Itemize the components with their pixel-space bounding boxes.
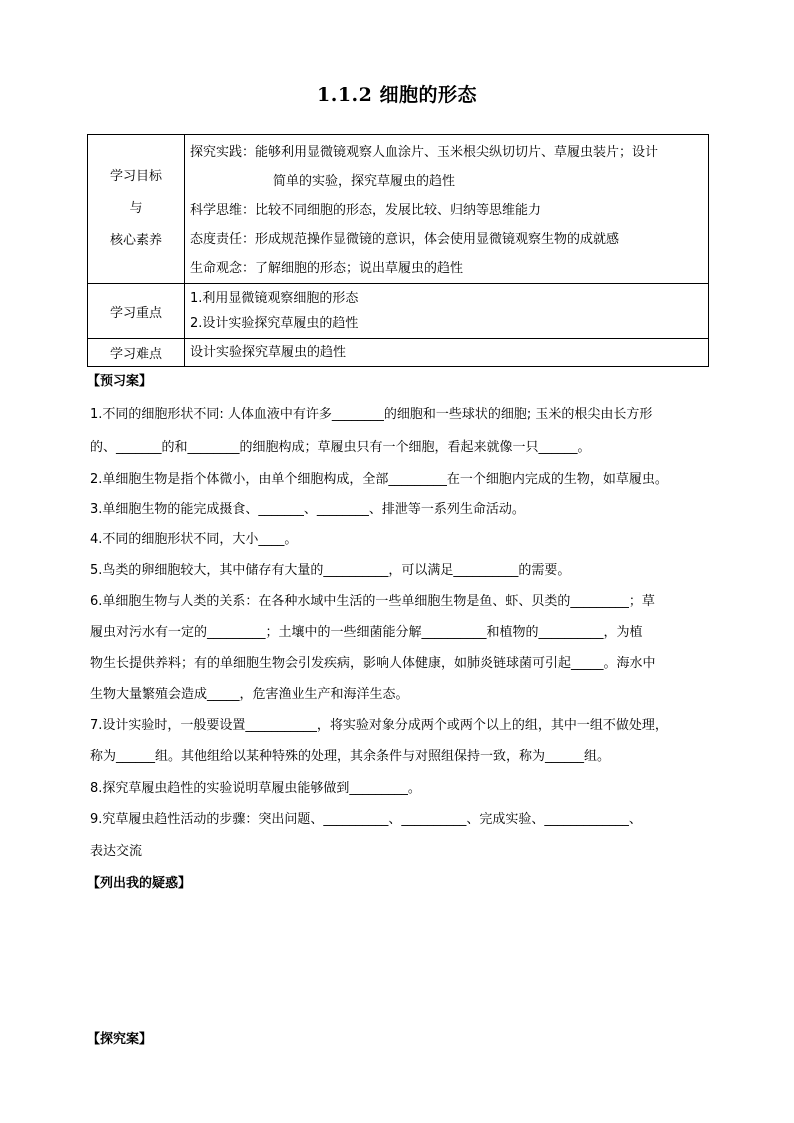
question-line: 称为______组。其他组给以某种特殊的处理，其余条件与对照组保持一致，称为______组。: [90, 749, 611, 764]
question-line: 表达交流: [90, 844, 143, 859]
objective-line: 科学思维：比较不同细胞的形态，发展比较、归纳等思维能力: [190, 203, 542, 218]
preview-heading: 【预习案】: [87, 374, 153, 389]
table-row: [88, 284, 709, 339]
question-line: 3.单细胞生物的能完成摄食、_______、________、排泄等一系列生命活动。: [90, 502, 525, 517]
question-line: 2.单细胞生物是指个体微小，由单个细胞构成，全部_________在一个细胞内完成的生物，如草履虫。: [90, 472, 668, 487]
difficulties-cell: [185, 339, 709, 367]
question-line: 7.设计实验时，一般要设置___________，将实验对象分成两个或两个以上的组，其中一组不做处理，: [90, 718, 668, 733]
question-line: 物生长提供养料；有的单细胞生物会引发疾病，影响人体健康，如肺炎链球菌可引起_____。海水中: [90, 656, 656, 671]
table-row: [88, 135, 709, 284]
label-difficulties: 学习难点: [88, 339, 185, 367]
label-key-points: 学习重点: [88, 284, 185, 339]
table-label-cell: [88, 135, 185, 284]
question-line: 1.不同的细胞形状不同: 人体血液中有许多________的细胞和一些球状的细胞; 玉米的根尖由长方形: [90, 407, 653, 422]
objective-line: 态度责任：形成规范操作显微镜的意识，体会使用显微镜观察生物的成就感: [190, 232, 620, 247]
question-line: 生物大量繁殖会造成_____，危害渔业生产和海洋生态。: [90, 687, 409, 702]
label-core-literacy: 核心素养: [109, 233, 162, 248]
objectives-content-cell: [185, 135, 709, 284]
table-row: [88, 339, 709, 367]
question-line: 5.鸟类的卵细胞较大，其中储存有大量的__________，可以满足__________的需要。: [90, 563, 571, 578]
question-line: 9.究草履虫趋性活动的步骤：突出问题、__________、__________、完成实验、_____________、: [90, 812, 642, 827]
question-line: 8.探究草履虫趋性的实验说明草履虫能够做到_________。: [90, 781, 421, 796]
objectives-table: [87, 134, 709, 367]
question-line: 的、_______的和________的细胞构成；草履虫只有一个细胞，看起来就像一只______。: [90, 440, 591, 455]
question-line: 4.不同的细胞形状不同，大小____。: [90, 532, 298, 547]
key-point-line: 2.设计实验探究草履虫的趋性: [190, 316, 359, 331]
question-line: 6.单细胞生物与人类的关系：在各种水域中生活的一些单细胞生物是鱼、虾、贝类的_________；草: [90, 594, 655, 609]
objective-line: 简单的实验，探究草履虫的趋性: [273, 174, 456, 189]
difficulty-line: 设计实验探究草履虫的趋性: [190, 345, 347, 360]
key-point-line: 1.利用显微镜观察细胞的形态: [190, 291, 359, 306]
objective-line: 生命观念：了解细胞的形态；说出草履虫的趋性: [190, 261, 464, 276]
label-learning-goals: 学习目标: [109, 169, 162, 184]
key-points-cell: [185, 284, 709, 339]
label-and: 与: [129, 201, 143, 216]
page-title: 1.1.2 细胞的形态: [316, 84, 477, 106]
question-line: 履虫对污水有一定的_________；土壤中的一些细菌能分解__________和植物的__________，为植: [90, 625, 643, 640]
doubts-heading: 【列出我的疑惑】: [87, 876, 192, 891]
explore-heading: 【探究案】: [87, 1032, 153, 1047]
objective-line: 探究实践：能够利用显微镜观察人血涂片、玉米根尖纵切切片、草履虫装片；设计: [190, 145, 659, 160]
